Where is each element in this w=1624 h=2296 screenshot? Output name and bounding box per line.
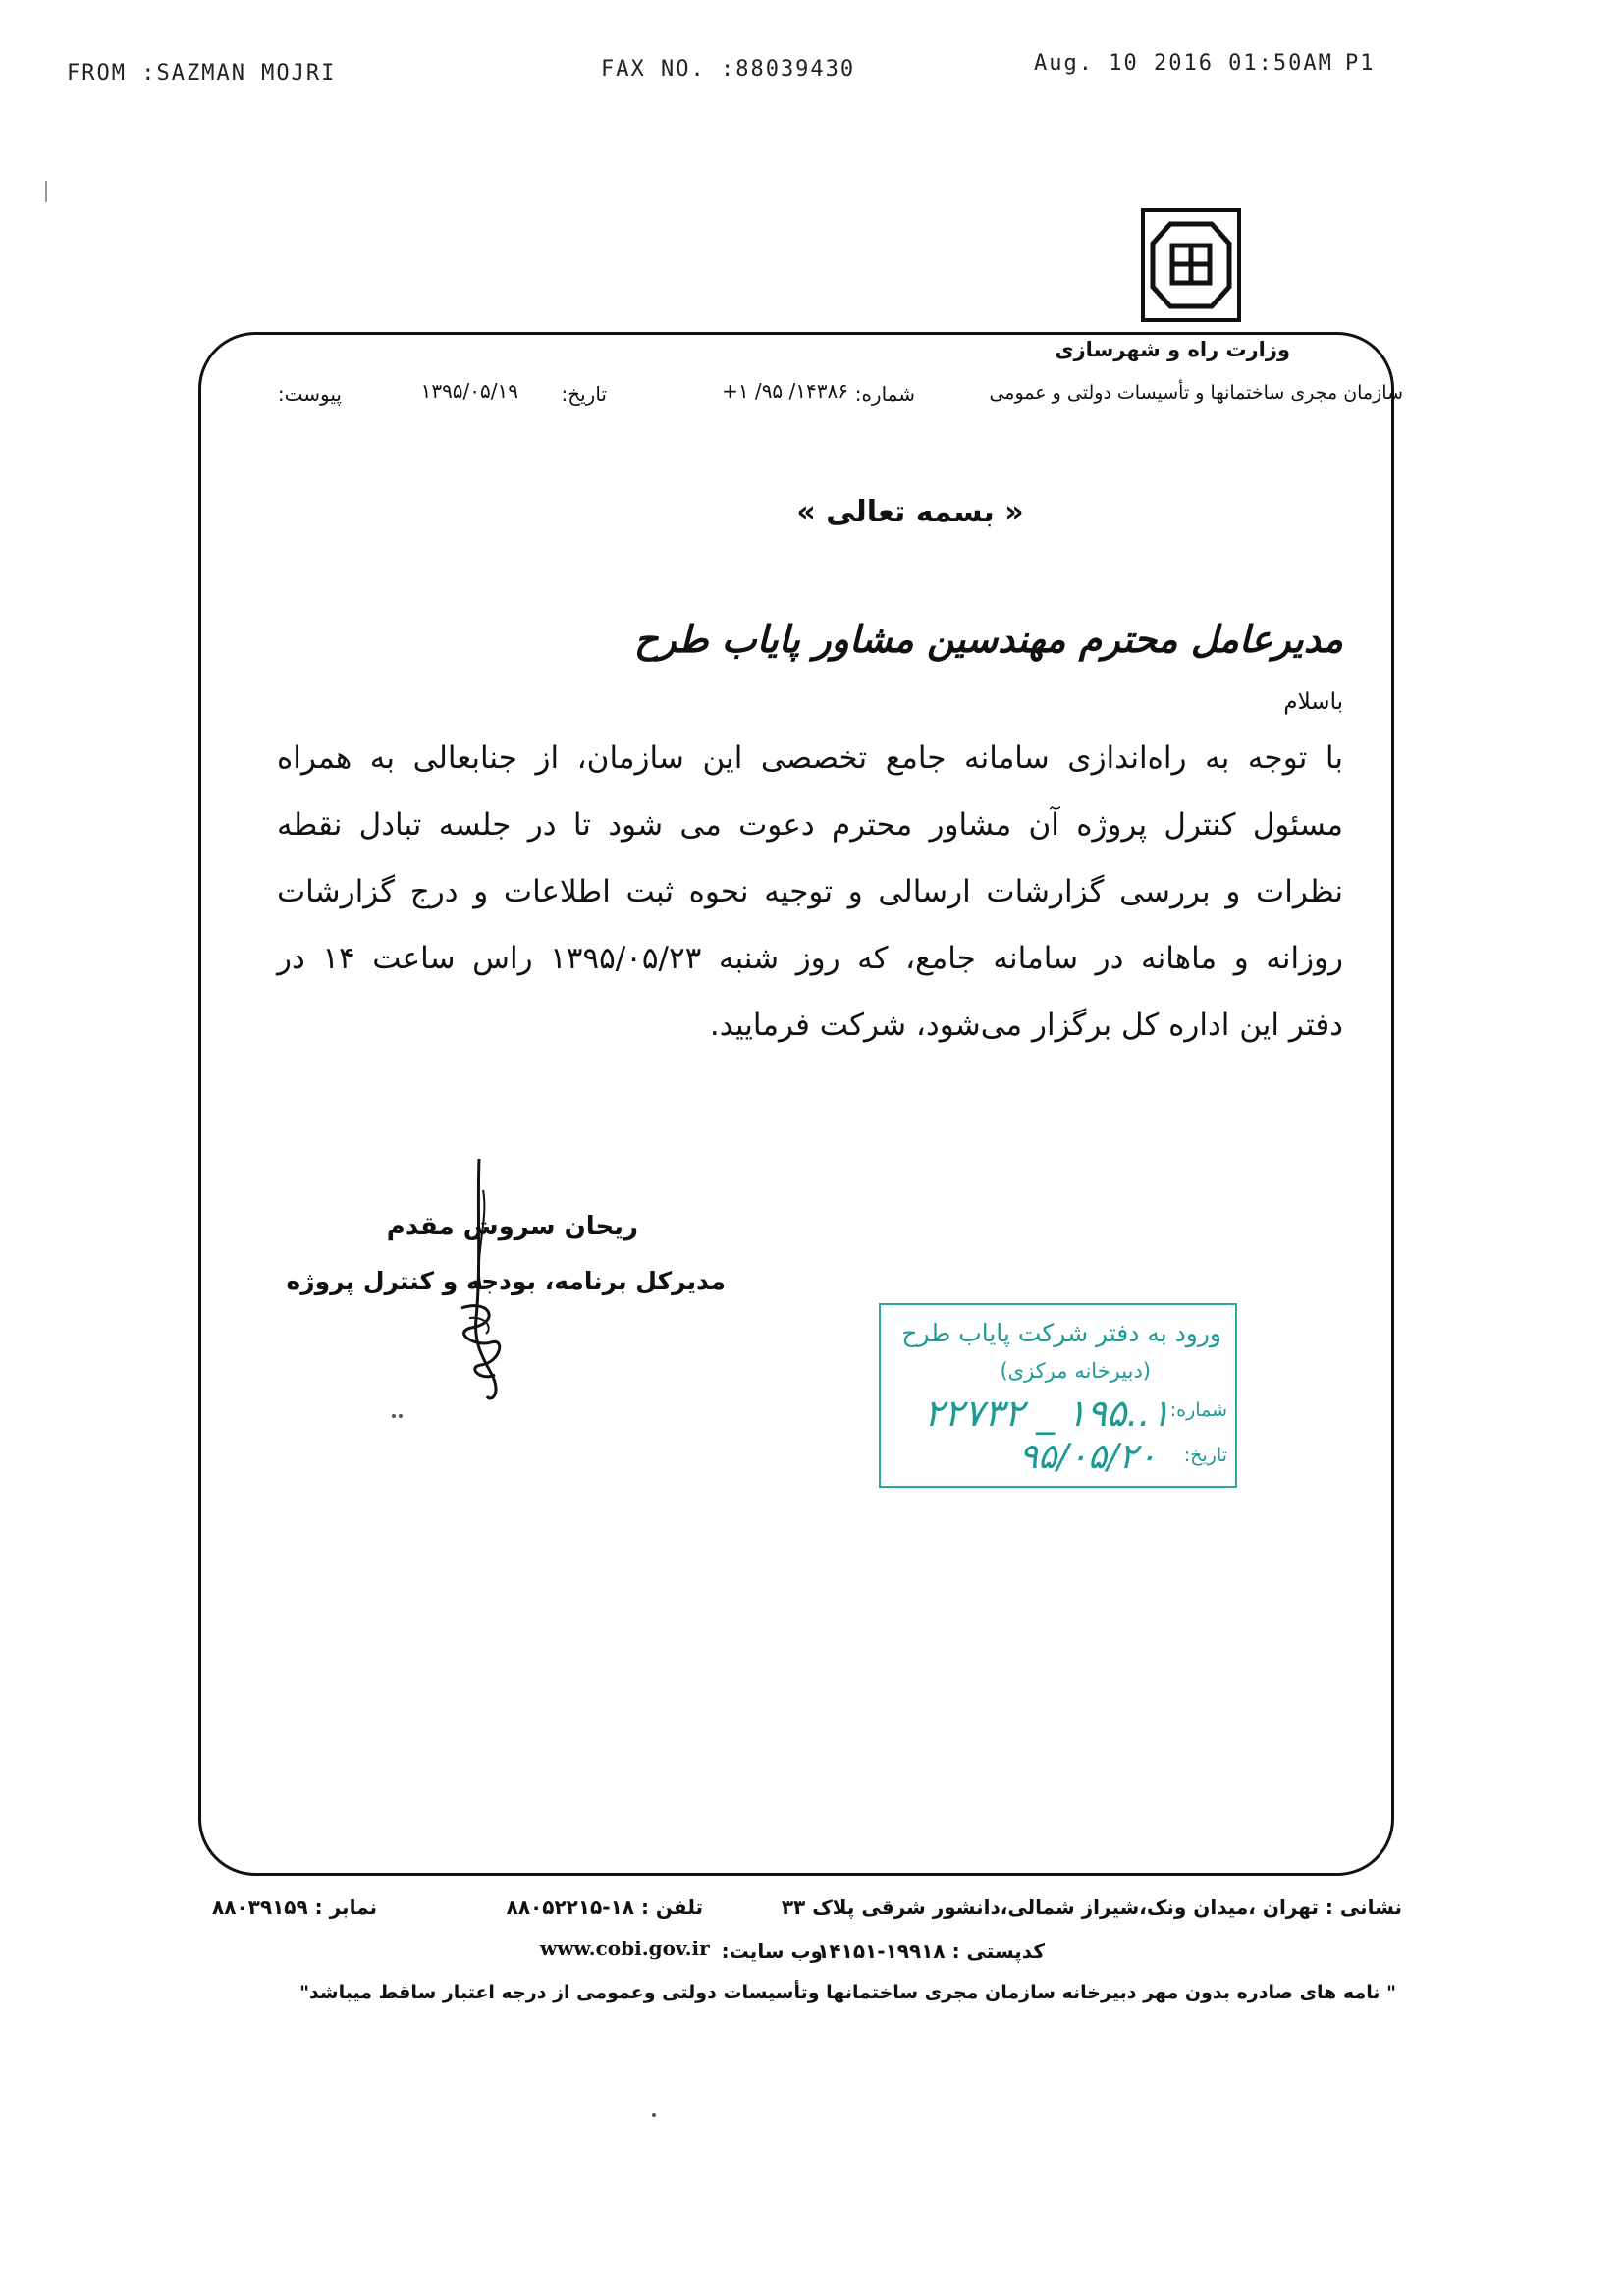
body-line-1: با توجه به راه‌اندازی سامانه جامع تخصصی این سازمان، از جنابعالی به همراه xyxy=(277,740,1343,776)
footer-fax: نمابر : ۸۸۰۳۹۱۵۹ xyxy=(212,1895,377,1919)
date-value: ۱۳۹۵/۰۵/۱۹ xyxy=(420,379,518,403)
letter-frame xyxy=(198,332,1394,1876)
footer-postal: کدپستی : ۱۹۹۱۸-۱۴۱۵۱ xyxy=(817,1940,1045,1963)
signer-title: مدیرکل برنامه، بودجه و کنترل پروژه xyxy=(286,1267,726,1295)
salutation: مدیرعامل محترم مهندسین مشاور پایاب طرح xyxy=(633,617,1343,661)
octagon-window-logo-icon xyxy=(1145,212,1237,318)
footer-phone: تلفن : ۱۸-۸۸۰۵۲۲۱۵ xyxy=(506,1895,703,1919)
number-label: شماره: xyxy=(854,382,915,406)
stamp-title: ورود به دفتر شرکت پایاب طرح xyxy=(901,1319,1221,1347)
scan-dot xyxy=(399,1414,403,1418)
number-value: ۱۴۳۸۶/ ۹۵/ ۱+ xyxy=(722,379,848,403)
fax-number: FAX NO. :88039430 xyxy=(601,57,856,82)
ministry-name: وزارت راه و شهرسازی xyxy=(1055,338,1290,361)
scan-mark xyxy=(45,181,47,202)
scan-dot xyxy=(652,2113,656,2117)
scan-dot xyxy=(392,1414,396,1418)
signer-name: ریحان سروش مقدم xyxy=(386,1212,638,1241)
date-label: تاریخ: xyxy=(561,382,607,406)
attachment-label: پیوست: xyxy=(277,382,342,406)
body-line-3: نظرات و بررسی گزارشات ارسالی و توجیه نحوه ثبت اطلاعات و درج گزارشات xyxy=(277,874,1343,909)
stamp-date-value: ۹۵/۰۵/۲۰ xyxy=(1018,1437,1157,1477)
organization-name: سازمان مجری ساختمانها و تأسیسات دولتی و عمومی xyxy=(989,382,1403,404)
body-line-2: مسئول کنترل پروژه آن مشاور محترم دعوت می شود تا در جلسه تبادل نقطه xyxy=(277,807,1343,843)
footer-website[interactable]: www.cobi.gov.ir xyxy=(540,1937,710,1960)
body-line-4: روزانه و ماهانه در سامانه جامع، که روز شنبه ۱۳۹۵/۰۵/۲۳ راس ساعت ۱۴ در xyxy=(277,941,1343,976)
handwritten-signature xyxy=(432,1151,540,1408)
ministry-logo xyxy=(1141,208,1241,322)
stamp-number-value: ۱..۱۹۵ _ ۲۲۷۳۲ xyxy=(923,1392,1170,1435)
body-line-5: دفتر این اداره کل برگزار می‌شود، شرکت فرمایید. xyxy=(709,1008,1343,1043)
fax-from: FROM :SAZMAN MOJRI xyxy=(67,61,337,85)
footer-address: نشانی : تهران ،میدان ونک،شیراز شمالی،دانشور شرقی پلاک ۳۳ xyxy=(781,1895,1402,1919)
footer-notice: " نامه های صادره بدون مهر دبیرخانه سازمان مجری ساختمانها وتأسیسات دولتی وعمومی از درجه اعتبار ساقط میباشد" xyxy=(299,1982,1396,2003)
stamp-subtitle: (دبیرخانه مرکزی) xyxy=(1000,1359,1151,1383)
stamp-number-label: شماره: xyxy=(1169,1399,1227,1421)
stamp-date-label: تاریخ: xyxy=(1183,1445,1227,1466)
footer-website-label: وب سایت: xyxy=(721,1940,823,1963)
greeting: باسلام xyxy=(1283,689,1343,715)
fax-page: P1 xyxy=(1345,51,1376,76)
receipt-stamp xyxy=(879,1303,1237,1488)
fax-datetime: Aug. 10 2016 01:50AM xyxy=(1034,51,1333,76)
bismillah: « بسمه تعالی » xyxy=(796,495,1024,529)
